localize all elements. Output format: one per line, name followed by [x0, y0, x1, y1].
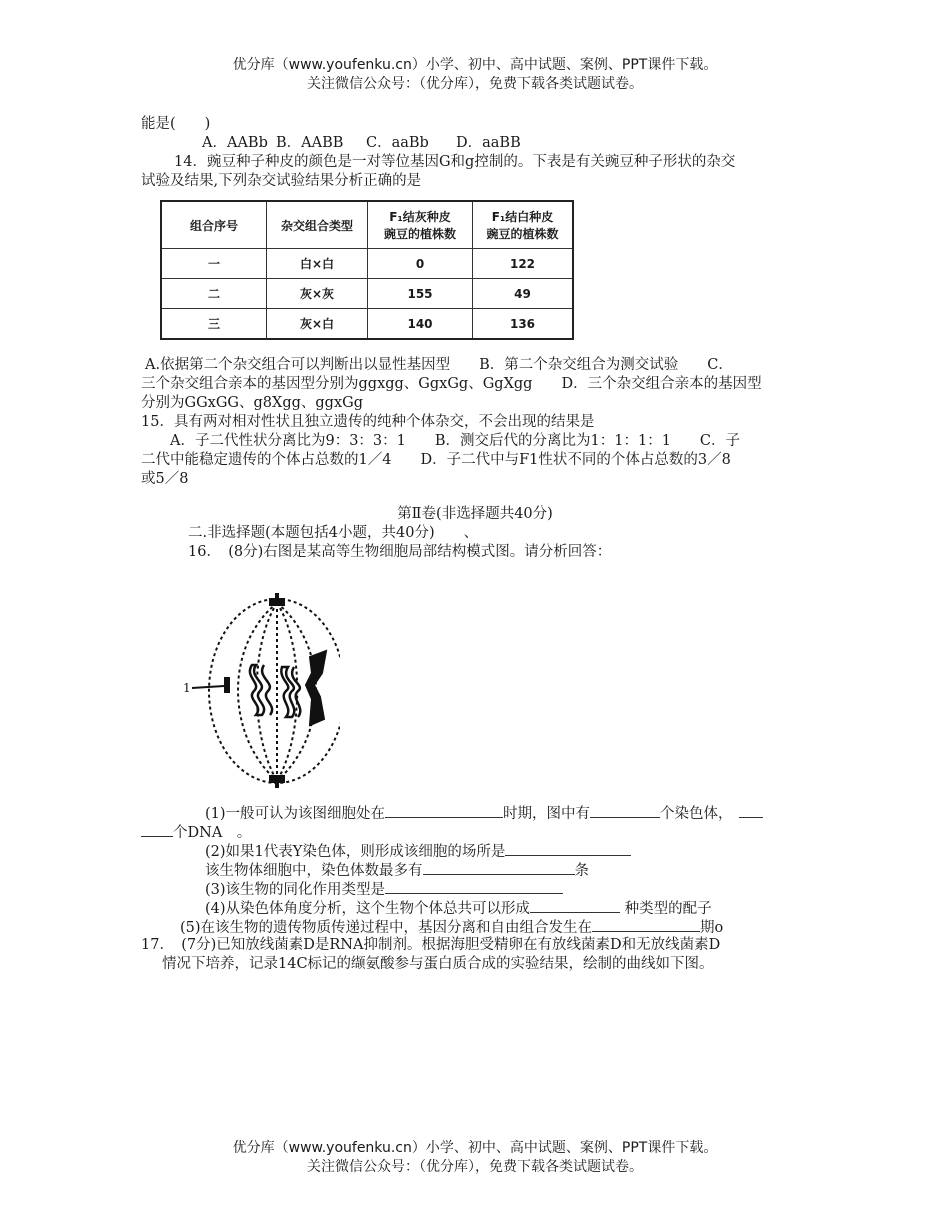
chromosome-3: [281, 667, 300, 717]
q15-stem: 15．具有两对相对性状且独立遗传的纯种个体杂交，不会出现的结果是: [141, 414, 595, 430]
page-header-line2: 关注微信公众号：（优分库），免费下载各类试题试卷。: [307, 76, 643, 92]
q16-blank-site[interactable]: [505, 841, 631, 856]
q16-sub1-text-d: 个DNA 。: [173, 825, 252, 841]
q13-option-b: B．AABB: [276, 135, 344, 151]
cell-white: 49: [473, 279, 574, 309]
col-header-white: [473, 201, 574, 249]
q16-sub4-text-b: 种类型的配子: [620, 901, 712, 917]
q16-sub1-line1: [205, 803, 763, 824]
q13-option-a: A．AABb: [202, 135, 268, 151]
page-footer-line2: 关注微信公众号：（优分库），免费下载各类试题试卷。: [307, 1159, 643, 1175]
chromosome-2: [250, 665, 272, 715]
col-header-gray-l1: F₁结灰种皮: [389, 210, 451, 224]
q14-cross-table: [160, 200, 574, 340]
q16-blank-max-chromosomes[interactable]: [423, 860, 575, 875]
cell-id: 一: [161, 249, 267, 279]
q13-tail: 能是( ): [141, 116, 211, 132]
q16-blank-phase[interactable]: [385, 803, 503, 818]
q16-blank-dna-count-a[interactable]: [739, 803, 763, 818]
q16-intro: 16． (8分)右图是某高等生物细胞局部结构模式图。请分析回答：: [188, 544, 612, 560]
table-row: [161, 249, 573, 279]
cell-id: 二: [161, 279, 267, 309]
cell-cross: 灰×灰: [267, 279, 368, 309]
cell-gray: 140: [368, 309, 473, 340]
part2-title: 第Ⅱ卷(非选择题共40分): [397, 506, 553, 522]
figure-label-1: 1: [183, 681, 191, 695]
q16-sub3: [205, 879, 563, 900]
q16-sub2-text-b: 该生物体细胞中，染色体数最多有: [205, 863, 423, 879]
page-header-line1: 优分库（www.youfenku.cn）小学、初中、高中试题、案例、PPT课件下载。: [232, 57, 718, 73]
q13-option-d: D．aaBB: [456, 135, 521, 151]
page-footer-line1: 优分库（www.youfenku.cn）小学、初中、高中试题、案例、PPT课件下载。: [232, 1140, 718, 1156]
q16-blank-dna-count-b[interactable]: [141, 822, 173, 837]
q14-answers-line1: A.依据第二个杂交组合可以判断出以显性基因型 B．第二个杂交组合为测交试验 C．: [145, 357, 733, 373]
part2-instruction: 二.非选择题(本题包括4小题，共40分) 、: [188, 525, 479, 541]
cell-id: 三: [161, 309, 267, 340]
table-header-row: [161, 201, 573, 249]
q14-stem-line2: 试验及结果,下列杂交试验结果分析正确的是: [141, 173, 422, 189]
q15-options-line1: A．子二代性状分离比为9：3：3：1 B．测交后代的分离比为1：1：1：1 C．子: [141, 433, 741, 449]
q16-sub5-text-b: 期o: [700, 920, 724, 936]
q14-answers-line3: 分别为GGxGG、g8Xgg、ggxGg: [141, 395, 364, 411]
q13-option-c: C．aaBb: [366, 135, 429, 151]
col-header-id: 组合序号: [161, 201, 267, 249]
q16-blank-stage[interactable]: [592, 917, 700, 932]
q15-options-line2: 二代中能稳定遗传的个体占总数的1／4 D．子二代中与F1性状不同的个体占总数的3／8: [141, 452, 731, 468]
cell-gray: 0: [368, 249, 473, 279]
q16-sub5: [180, 917, 723, 938]
q16-sub4-text-a: (4)从染色体角度分析，这个生物个体总共可以形成: [205, 901, 531, 917]
q16-sub1-text-a: (1)一般可认为该图细胞处在: [205, 806, 386, 822]
table-row: [161, 309, 573, 340]
q16-sub2-line1: [205, 841, 631, 862]
q16-sub1-text-c: 个染色体，: [660, 806, 733, 822]
col-header-white-l2: 豌豆的植株数: [486, 227, 559, 241]
q14-answers-line2: 三个杂交组合亲本的基因型分别为ggxgg、GgxGg、GgXgg D．三个杂交组合亲本的基因型: [141, 376, 762, 392]
q16-blank-assimilation[interactable]: [385, 879, 563, 894]
q17-stem-line2: 情况下培养，记录14C标记的缬氨酸参与蛋白质合成的实验结果，绘制的曲线如下图。: [162, 956, 714, 972]
col-header-gray-l2: 豌豆的植株数: [383, 227, 456, 241]
q16-sub4: [205, 898, 712, 919]
centrosome-top: [269, 593, 285, 606]
chromosome-4: [306, 651, 326, 725]
q16-blank-gamete-types[interactable]: [530, 898, 620, 913]
col-header-cross: 杂交组合类型: [267, 201, 368, 249]
q17-stem-line1: 17． (7分)已知放线菌素D是RNA抑制剂。根据海胆受精卵在有放线菌素D和无放线菌素D: [141, 937, 721, 953]
q16-sub1-text-b: 时期，图中有: [503, 806, 591, 822]
cell-white: 122: [473, 249, 574, 279]
q16-blank-chromosome-count[interactable]: [590, 803, 660, 818]
q16-sub5-text-a: (5)在该生物的遗传物质传递过程中，基因分离和自由组合发生在: [180, 920, 593, 936]
cell-cross: 白×白: [267, 249, 368, 279]
cell-division-diagram: [180, 585, 340, 805]
cell-white: 136: [473, 309, 574, 340]
chromosome-1-y: [224, 677, 230, 693]
q16-sub2-text-c: 条: [574, 863, 589, 879]
q16-sub3-text: (3)该生物的同化作用类型是: [205, 882, 386, 898]
col-header-white-l1: F₁结白种皮: [491, 210, 554, 224]
cell-gray: 155: [368, 279, 473, 309]
q16-sub2-text-a: (2)如果1代表Y染色体，则形成该细胞的场所是: [205, 844, 506, 860]
cell-cross: 灰×白: [267, 309, 368, 340]
q14-stem-line1: 14．豌豆种子种皮的颜色是一对等位基因G和g控制的。下表是有关豌豆种子形状的杂交: [174, 154, 736, 170]
q16-sub1-line2: [141, 822, 251, 843]
q15-options-line3: 或5／8: [141, 471, 189, 487]
q16-sub2-line2: [205, 860, 589, 881]
table-row: [161, 279, 573, 309]
col-header-gray: [368, 201, 473, 249]
centrosome-bottom: [269, 775, 285, 788]
